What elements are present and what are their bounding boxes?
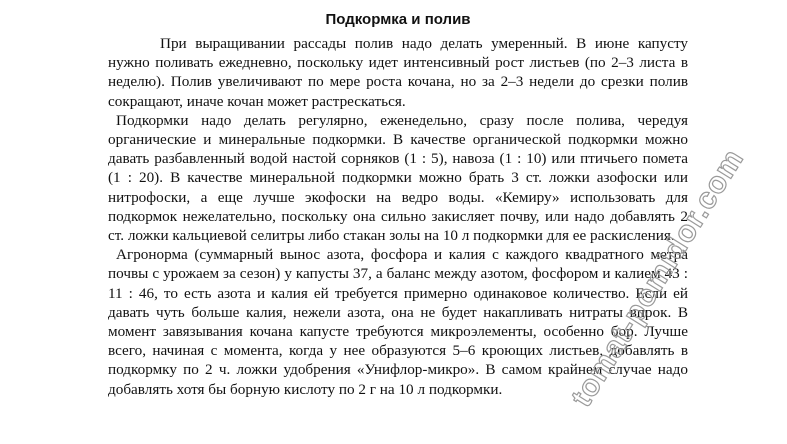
paragraph-feeding: Подкормки надо делать регулярно, еженедельно, сразу после полива, чередуя органические и минеральные подкормки. В качестве органической подкормки можно давать разбавленный водой настой сорняков (1 : 5), навоза (1 : 10) или птичьего помета (1 : 20). В качестве минеральной подкормки можно брать 3 ст. ложки азофоски или нитрофоски, а еще лучше экофоски на ведро воды. «Кемиру» использовать для подкормок нежелательно, поскольку она сильно закисляет почву, или надо добавлять 2 ст. ложки кальциевой селитры либо стакан золы на 10 л подкормки для ее раскисления. (108, 111, 688, 245)
paragraph-agronorm: Агронорма (суммарный вынос азота, фосфора и калия с каждого квадратного метра почвы с урожаем за сезон) у капусты 37, а баланс между азотом, фосфором и калием 43 : 11 : 46, то есть азота и калия ей требуется примерно одинаковое количество. Если ей давать чуть больше калия, нежели азота, она не будет накапливать нитраты впрок. В момент завязывания кочана капусте требуются микроэлементы, особенно бор. Лучше всего, начиная с момента, когда у нее образуются 5–6 кроющих листьев, добавлять в подкормку по 2 ч. ложки удобрения «Унифлор-микро». В самом крайнем случае надо добавлять хотя бы борную кислоту по 2 г на 10 л подкормки. (108, 246, 688, 398)
site-watermark: tomat-pomidor.com (565, 143, 751, 413)
document-title: Подкормка и полив (325, 11, 471, 28)
paragraph-watering: При выращивании рассады полив надо делать умеренный. В июне капусту нужно поливать ежедневно, поскольку идет интенсивный рост листьев (по 2–3 листа в неделю). Полив увеличивают по мере роста кочана, но за 2–3 недели до срезки полив сокращают, иначе кочан может растрескаться. (108, 35, 688, 110)
